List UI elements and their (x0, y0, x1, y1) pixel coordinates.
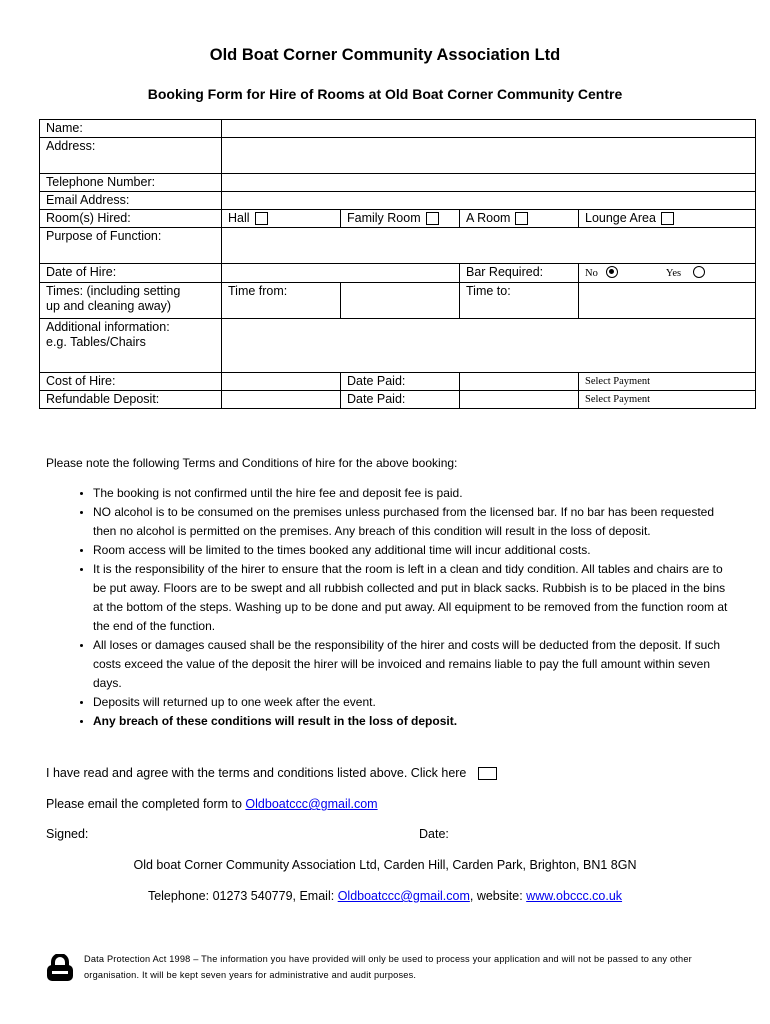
bar-options (579, 264, 756, 283)
terms-intro: Please note the following Terms and Conditions of hire for the above booking: (46, 456, 458, 470)
page-title: Old Boat Corner Community Association Ltd (209, 46, 561, 64)
family-room-checkbox[interactable] (426, 212, 439, 225)
room-option-family[interactable]: Family Room (341, 210, 460, 228)
address-field[interactable] (222, 138, 756, 174)
cost-label: Cost of Hire: (40, 373, 222, 391)
booking-form-table (39, 119, 756, 409)
deposit-payment-select[interactable]: Select Payment (579, 391, 756, 409)
deposit-date-paid-field[interactable] (460, 391, 579, 409)
data-protection-notice: Data Protection Act 1998 – The information you have provided will only be used to process your application and will not be passed to any other organisation. It will be kept seven years for administrative and audit purposes. (84, 954, 692, 980)
telephone-field[interactable] (222, 174, 756, 192)
purpose-field[interactable] (222, 228, 756, 264)
terms-item: • NO alcohol is to be consumed on the premises unless purchased from the licensed bar. If no bar has been requested then no alcohol is permitted on the premises. Any breach of this condition will result in the loss of deposit. (93, 503, 736, 541)
date-field[interactable] (222, 264, 460, 283)
deposit-date-paid-label: Date Paid: (341, 391, 460, 409)
additional-label: Additional information: e.g. Tables/Chairs (40, 319, 222, 373)
name-label: Name: (40, 120, 222, 138)
terms-item: • It is the responsibility of the hirer to ensure that the room is left in a clean and tidy condition. All tables and chairs are to be put away. Floors are to be swept and all rubbish collected and put in black sacks. Rubbish is to be placed in the bins at the bottom of the steps. Washing up to be done and put away. All equipment to be removed from the function room at the end of the function. (93, 560, 736, 636)
terms-item: • All loses or damages caused shall be the responsibility of the hirer and costs will be deducted from the deposit. If such costs exceed the value of the deposit the hirer will be invoiced and remains liable to pay the full amount within seven days. (93, 636, 736, 693)
cost-payment-select[interactable]: Select Payment (579, 373, 756, 391)
terms-list (46, 484, 736, 731)
room-option-hall[interactable]: Hall (222, 210, 341, 228)
footer-website-link[interactable]: www.obccc.co.uk (526, 889, 623, 903)
time-to-label: Time to: (460, 283, 579, 319)
date-label: Date of Hire: (40, 264, 222, 283)
room-option-lounge[interactable]: Lounge Area (579, 210, 756, 228)
terms-item: • Deposits will returned up to one week after the event. (93, 693, 736, 712)
footer-email-link[interactable]: Oldboatccc@gmail.com (337, 889, 470, 903)
bar-label: Bar Required: (460, 264, 579, 283)
time-to-field[interactable] (579, 283, 756, 319)
time-from-label: Time from: (222, 283, 341, 319)
agreement-row (46, 766, 497, 780)
room-option-a-room[interactable]: A Room (460, 210, 579, 228)
bar-yes-radio[interactable] (693, 266, 705, 278)
email-link[interactable]: Oldboatccc@gmail.com (245, 797, 378, 811)
signature-date-label: Date: (419, 827, 449, 841)
agreement-checkbox[interactable] (478, 767, 497, 780)
hall-checkbox[interactable] (255, 212, 268, 225)
footer-contact: Telephone: 01273 540779, Email: Oldboatccc@gmail.com, website: www.obccc.co.uk (147, 889, 623, 903)
footer-address: Old boat Corner Community Association Ltd, Carden Hill, Carden Park, Brighton, BN1 8GN (133, 858, 637, 872)
address-label: Address: (40, 138, 222, 174)
terms-item: • The booking is not confirmed until the hire fee and deposit fee is paid. (93, 484, 736, 503)
purpose-label: Purpose of Function: (40, 228, 222, 264)
deposit-label: Refundable Deposit: (40, 391, 222, 409)
lounge-area-checkbox[interactable] (661, 212, 674, 225)
email-label: Email Address: (40, 192, 222, 210)
deposit-field[interactable] (222, 391, 341, 409)
lock-icon (45, 954, 75, 982)
telephone-label: Telephone Number: (40, 174, 222, 192)
times-label: Times: (including setting up and cleaning away) (40, 283, 222, 319)
terms-section (46, 454, 736, 731)
page-subtitle: Booking Form for Hire of Rooms at Old Boat Corner Community Centre (147, 86, 623, 102)
a-room-checkbox[interactable] (515, 212, 528, 225)
email-instruction: Please email the completed form to Oldboatccc@gmail.com (46, 797, 378, 811)
bar-no-label: No (585, 268, 598, 279)
agreement-text: I have read and agree with the terms and conditions listed above. Click here (46, 766, 467, 780)
email-field[interactable] (222, 192, 756, 210)
bar-no-radio[interactable] (606, 266, 618, 278)
terms-item-final: • Any breach of these conditions will result in the loss of deposit. (93, 712, 736, 731)
signed-label: Signed: (46, 827, 89, 841)
bar-yes-label: Yes (665, 268, 682, 279)
cost-date-paid-field[interactable] (460, 373, 579, 391)
additional-field[interactable] (222, 319, 756, 373)
terms-item: • Room access will be limited to the times booked any additional time will incur additional costs. (93, 541, 736, 560)
rooms-label: Room(s) Hired: (40, 210, 222, 228)
name-field[interactable] (222, 120, 756, 138)
cost-field[interactable] (222, 373, 341, 391)
time-from-field[interactable] (341, 283, 460, 319)
cost-date-paid-label: Date Paid: (341, 373, 460, 391)
